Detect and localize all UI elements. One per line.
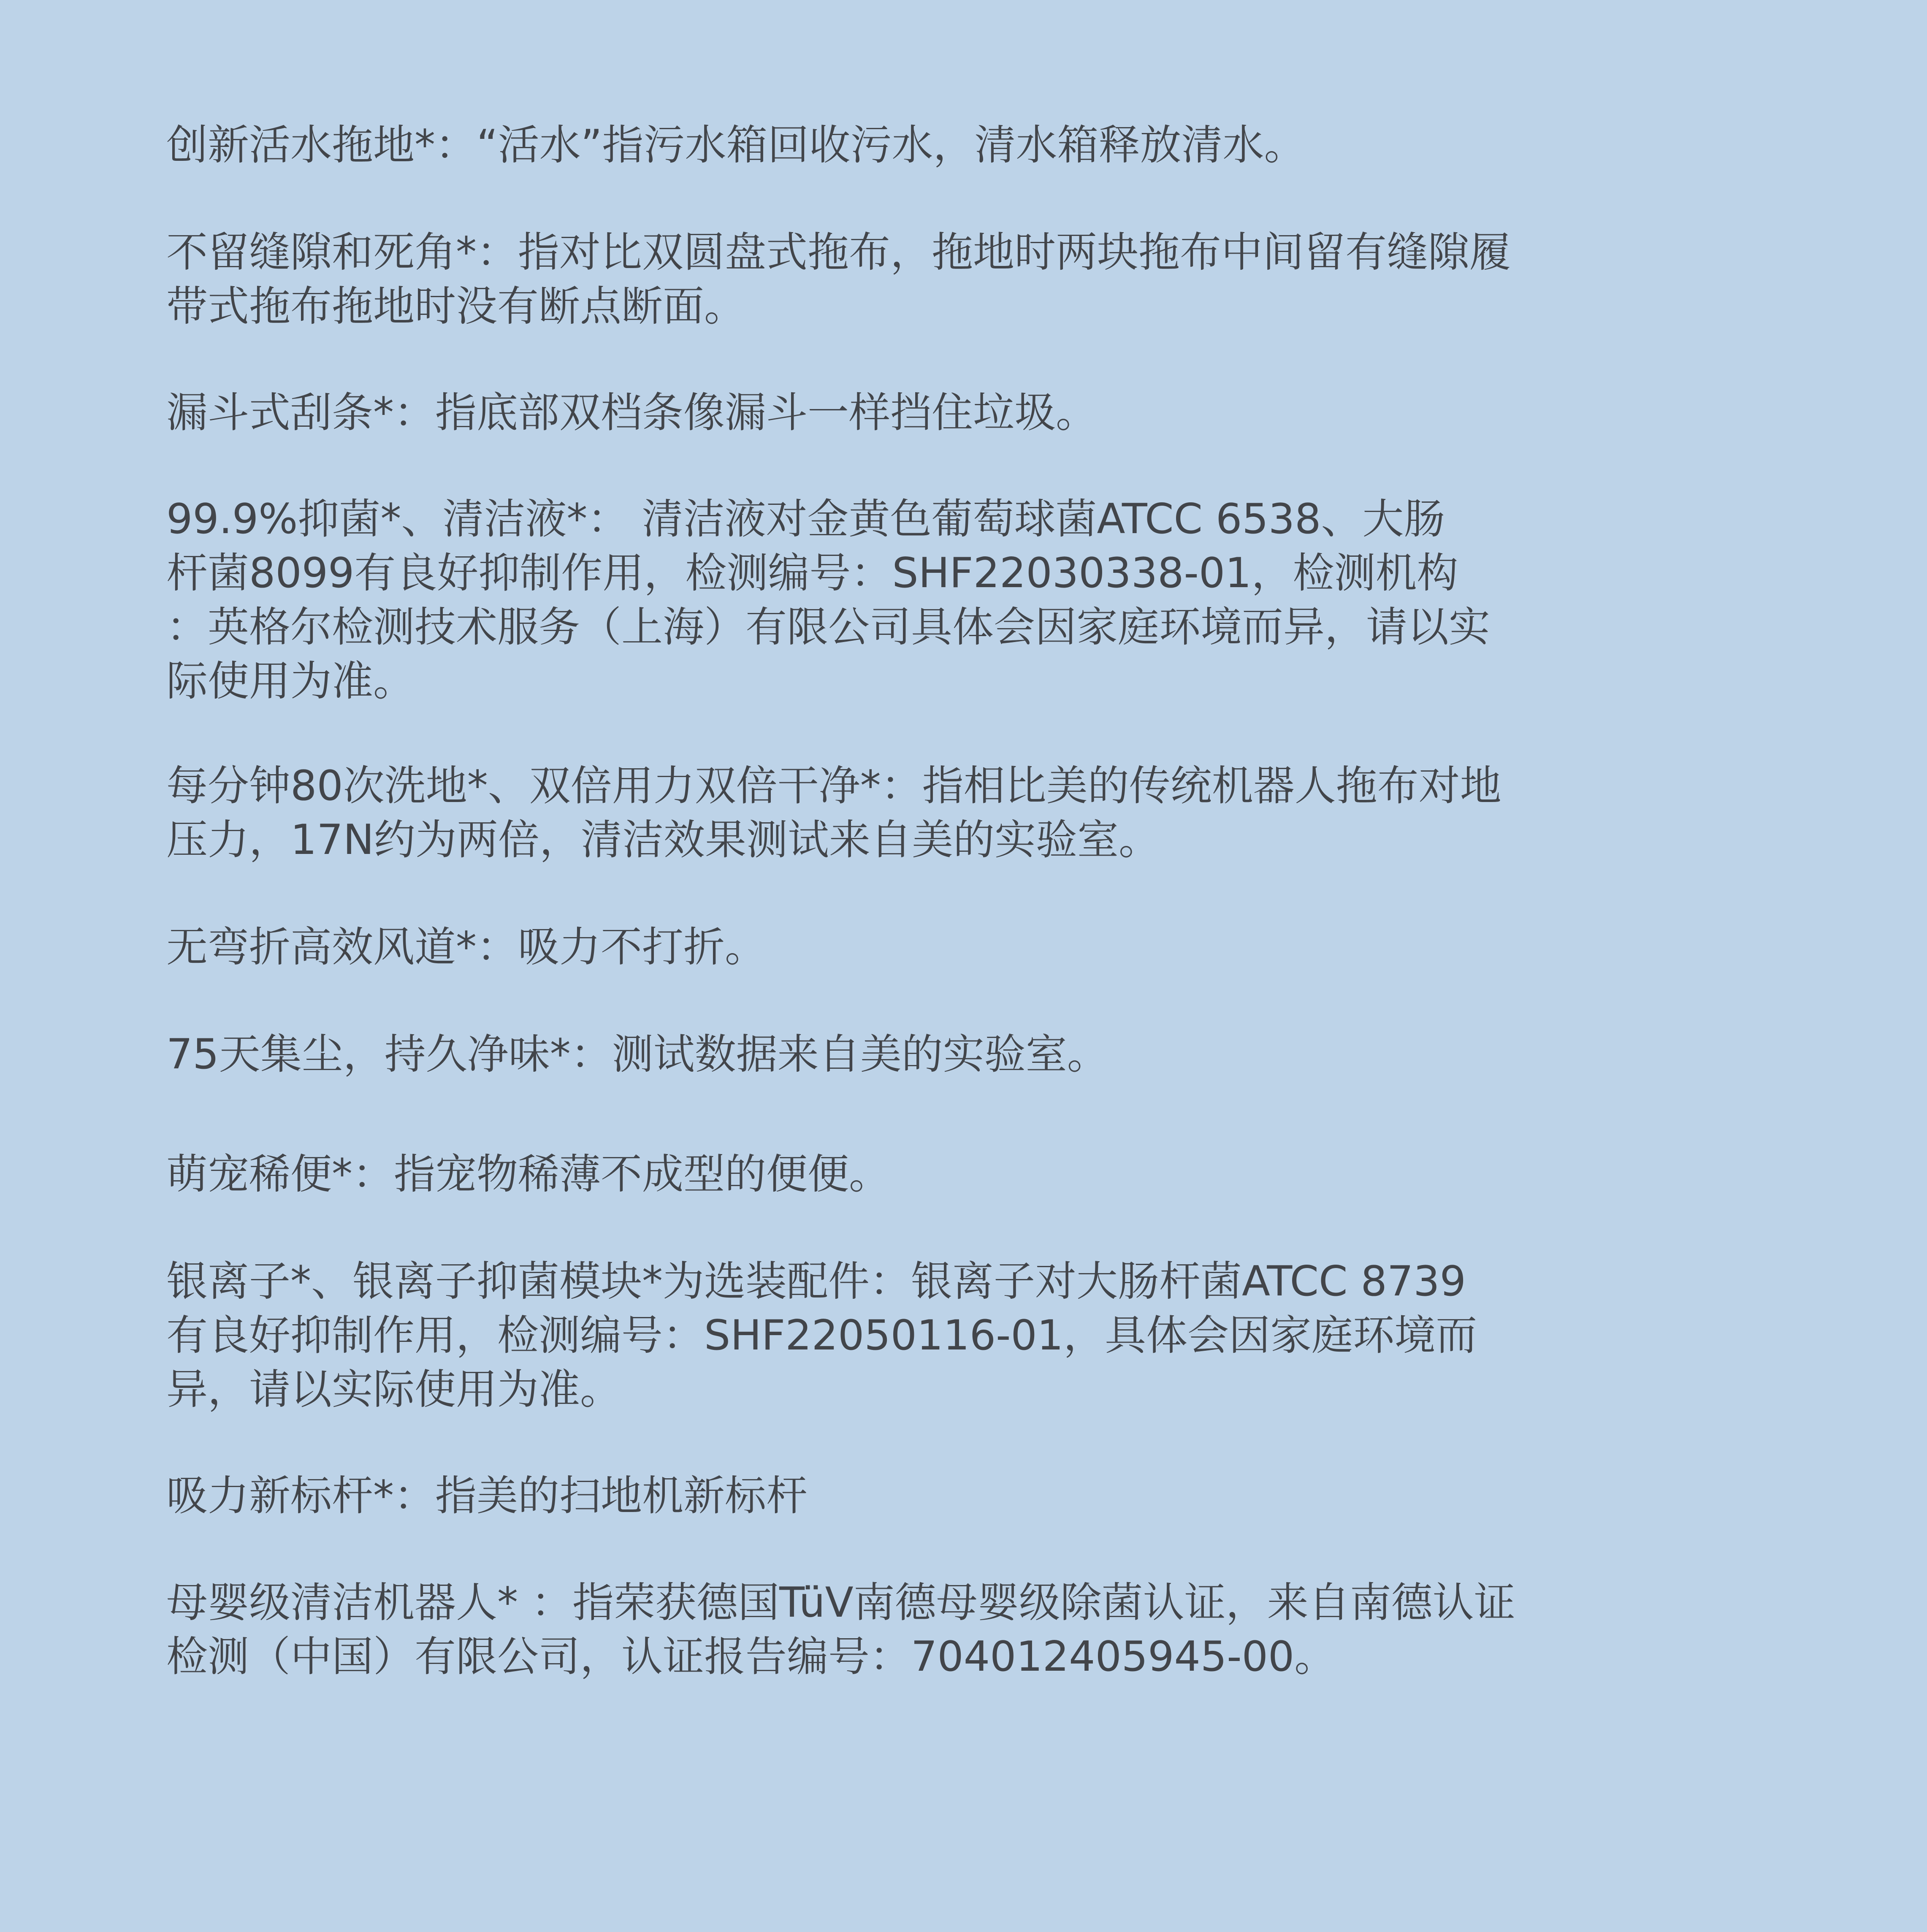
note-funnel-scraper: 漏斗式刮条*：指底部双档条像漏斗一样挡住垃圾。 (166, 389, 1098, 437)
note-silver-ion-module: 银离子*、银离子抑菌模块*为选装配件：银离子对大肠杆菌ATCC 8739 有良好抑制作用，检测编号：SHF22050116-01，具体会因家庭环境而 异，请以实际使用为准。 (166, 1257, 1477, 1414)
note-pet-waste: 萌宠稀便*：指宠物稀薄不成型的便便。 (166, 1150, 891, 1198)
note-maternal-infant-grade: 母婴级清洁机器人* ：指荣获德国TüV南德母婴级除菌认证，来自南德认证 检测（中国）有限公司，认证报告编号：704012405945-00。 (166, 1579, 1515, 1681)
note-80-washes-per-minute: 每分钟80次洗地*、双倍用力双倍干净*：指相比美的传统机器人拖布对地 压力，17N约为两倍，清洁效果测试来自美的实验室。 (166, 762, 1501, 864)
note-antibacterial-cleaning-liquid: 99.9%抑菌*、清洁液*： 清洁液对金黄色葡萄球菌ATCC 6538、大肠 杆菌8099有良好抑制作用，检测编号：SHF22030338-01，检测机构 ：英格尔检测技术服务（上海）有限公司具体会因家庭环境而异，请以实 际使用为准。 (166, 495, 1491, 705)
note-no-gaps-or-dead-corners: 不留缝隙和死角*：指对比双圆盘式拖布，拖地时两块拖布中间留有缝隙履 带式拖布拖地时没有断点断面。 (166, 228, 1511, 331)
note-no-bend-air-duct: 无弯折高效风道*：吸力不打折。 (166, 923, 767, 971)
note-suction-benchmark: 吸力新标杆*：指美的扫地机新标杆 (166, 1472, 808, 1520)
note-75-day-dust-collection: 75天集尘，持久净味*：测试数据来自美的实验室。 (166, 1030, 1108, 1078)
note-active-water-mopping: 创新活水拖地*：“活水”指污水箱回收污水，清水箱释放清水。 (166, 121, 1306, 169)
